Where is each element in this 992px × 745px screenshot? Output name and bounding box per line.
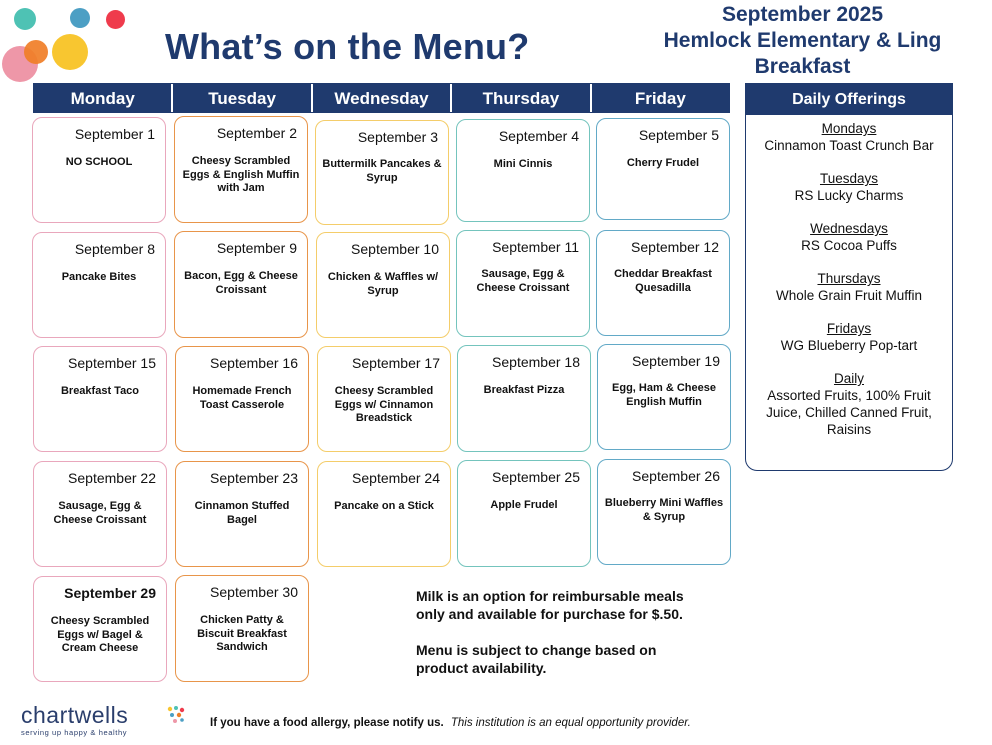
day-meal: Pancake Bites [61,271,137,283]
menu-notes [416,587,686,695]
day-meal: Apple Frudel [490,499,558,511]
day-date: September 2 [216,125,297,141]
day-cell [33,346,167,452]
offering-text: RS Cocoa Puffs [801,238,897,253]
day-date: September 17 [352,355,440,371]
decor-dot-teal [14,8,36,30]
day-cell [33,461,167,567]
offering-text: Whole Grain Fruit Muffin [775,288,923,303]
day-meal: Cheesy Scrambled Eggs w/ Cinnamon Breadstick [334,385,434,424]
heading-school: Hemlock Elementary & Ling [663,29,942,52]
day-cell [32,232,166,338]
day-cell [315,120,449,225]
equal-opportunity-notice: This institution is an equal opportunity provider. [450,717,691,729]
day-date: September 26 [632,468,720,484]
day-cell [316,232,450,338]
brand-tagline: serving up happy & healthy [21,728,128,737]
offering-text: Cinnamon Toast Crunch Bar [764,138,934,153]
chartwells-logo [21,703,191,743]
day-date: September 12 [631,239,719,255]
day-meal: Pancake on a Stick [334,500,434,512]
day-date: September 29 [64,585,156,601]
day-cell [174,231,308,338]
offering-label: Wednesdays [810,221,888,236]
offering-group [746,320,952,354]
milk-note: Milk is an option for reimbursable meals only and available for purchase for $.50. [416,588,684,622]
day-date: September 15 [68,355,156,371]
day-meal: Cherry Frudel [626,157,700,169]
day-date: September 22 [68,470,156,486]
day-meal: Buttermilk Pancakes & Syrup [322,158,442,184]
day-meal: Chicken Patty & Biscuit Breakfast Sandwich [197,614,287,653]
day-date: September 4 [498,128,579,144]
decor-dot-orange [24,40,48,64]
offering-group [746,170,952,204]
day-meal: Cheesy Scrambled Eggs w/ Bagel & Cream Cheese [50,615,150,654]
day-cell [174,116,308,223]
offering-text: RS Lucky Charms [794,188,904,203]
weekday-thursday: Thursday [452,84,591,112]
day-cell [596,230,730,336]
offering-group [746,120,952,154]
day-meal: Breakfast Taco [60,385,140,397]
daily-offerings-title: Daily Offerings [746,84,952,115]
day-meal: Blueberry Mini Waffles & Syrup [604,497,724,523]
day-date: September 25 [492,469,580,485]
page-title: What’s on the Menu? [165,26,530,67]
day-cell [596,118,730,220]
day-cell [33,576,167,682]
day-meal: Egg, Ham & Cheese English Muffin [612,382,716,408]
offering-label: Mondays [821,121,877,136]
offering-label: Tuesdays [819,171,879,186]
offering-label: Fridays [826,321,872,336]
day-meal: Sausage, Egg & Cheese Croissant [476,268,570,294]
day-meal: Bacon, Egg & Cheese Croissant [184,270,298,296]
day-cell [175,575,309,682]
day-meal: Cheesy Scrambled Eggs & English Muffin with Jam [182,155,300,194]
footer-notice [210,717,691,729]
day-meal: NO SCHOOL [65,156,133,168]
day-date: September 16 [210,355,298,371]
brand-name: chartwells [21,702,129,728]
day-meal: Homemade French Toast Casserole [192,385,292,411]
day-date: September 11 [492,239,579,255]
heading-meal: Breakfast [754,55,851,78]
day-date: September 5 [638,127,719,143]
offering-group [746,270,952,304]
day-date: September 3 [357,129,438,145]
day-date: September 19 [632,353,720,369]
day-cell [597,344,731,450]
day-cell [175,461,309,567]
allergy-notice: If you have a food allergy, please notify us. [210,717,444,729]
day-cell [317,346,451,452]
change-note: Menu is subject to change based on product availability. [416,642,657,676]
day-cell [456,230,590,337]
weekday-friday: Friday [634,89,686,108]
day-date: September 1 [74,126,155,142]
weekday-wednesday: Wednesday [313,84,452,112]
menu-heading [640,2,965,80]
day-cell [317,461,451,567]
day-meal: Mini Cinnis [493,158,553,170]
day-date: September 9 [216,240,297,256]
day-cell [456,119,590,222]
day-meal: Chicken & Waffles w/ Syrup [327,271,439,297]
weekday-monday: Monday [34,84,173,112]
daily-offerings-panel [745,83,953,471]
day-cell [32,117,166,223]
day-date: September 24 [352,470,440,486]
day-cell [597,459,731,565]
day-cell [175,346,309,452]
day-cell [457,460,591,567]
day-cell [457,345,591,452]
offering-label: Daily [833,371,864,386]
weekday-header [33,83,730,113]
heading-month: September 2025 [721,3,884,26]
decor-dot-red [106,10,125,29]
day-date: September 8 [74,241,155,257]
decor-dot-blue [70,8,90,28]
logo-sparkle-icon [166,705,186,725]
decor-dot-yellow [52,34,88,70]
day-meal: Cinnamon Stuffed Bagel [194,500,290,526]
day-date: September 10 [351,241,439,257]
day-meal: Breakfast Pizza [483,384,565,396]
day-meal: Sausage, Egg & Cheese Croissant [53,500,147,526]
day-date: September 18 [492,354,580,370]
day-meal: Cheddar Breakfast Quesadilla [614,268,712,294]
offering-text: WG Blueberry Pop-tart [780,338,918,353]
offering-group [746,370,952,438]
day-date: September 23 [210,470,298,486]
offering-label: Thursdays [817,271,881,286]
weekday-tuesday: Tuesday [173,84,312,112]
day-date: September 30 [210,584,298,600]
offering-group [746,220,952,254]
offering-text: Assorted Fruits, 100% Fruit Juice, Chilled Canned Fruit, Raisins [766,388,932,437]
